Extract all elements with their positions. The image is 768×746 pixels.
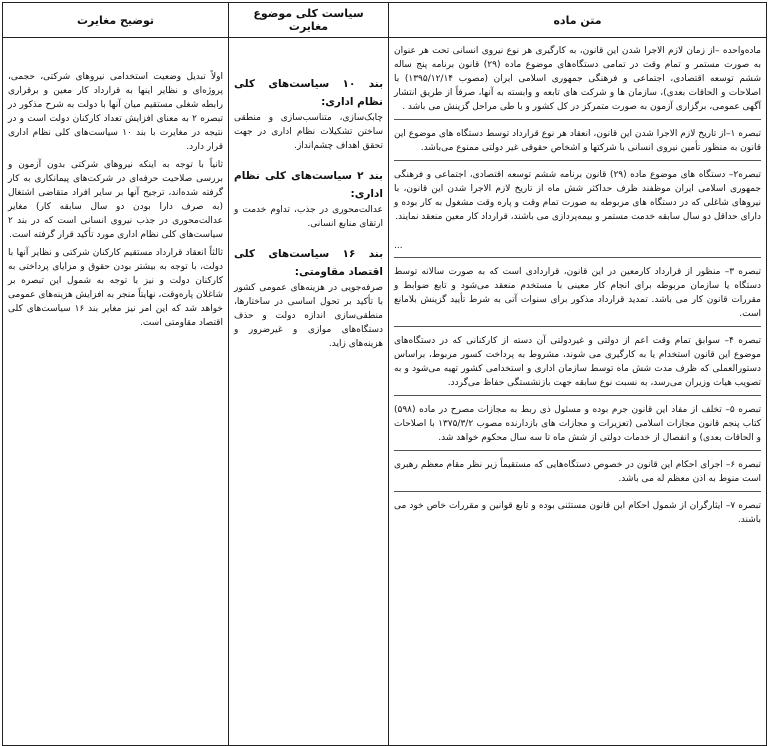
explanation-2: ثانیاً با توجه به اینکه نیروهای شرکتی بدون آزمون و بررسی صلاحیت حرفه‌ای در شرکت‌های پیمانکاری به کار گرفته شده‌اند، ترجیح آنها بر سایر افراد متقاضی اشتغال (به صرف دارا بودن دو سال سابقه کار) مغایر عدالت‌محوری در جذب نیروی انسانی است که در بند ۲ سیاست‌های کلی نظام اداری مورد تأکید قرار گرفته است. [8, 160, 223, 240]
explanation-1: اولاً تبدیل وضعیت استخدامی نیروهای شرکتی، حجمی، پروژه‌ای و نظایر اینها به قرارداد کار معین و برقراری رابطه شغلی مستقیم میان آنها با دولت به شرح مذکور در تبصره ۲ به معنای افزایش تعداد کارکنان دولت است و در نتیجه در مغایرت با بند ۱۰ سیاست‌های کلی نظام اداری قرار دارد. [8, 72, 223, 152]
article-cell [389, 38, 767, 746]
policy-3-text: صرفه‌جویی در هزینه‌های عمومی کشور با تأکید بر تحول اساسی در ساختارها، منطقی‌سازی اندازه دولت و حذف دستگاه‌های موازی و غیرضرور و هزینه‌های زاید. [234, 283, 383, 349]
header-policy: سیاست کلی موضوع مغایرت [229, 3, 389, 38]
header-article-text: متن ماده [389, 3, 767, 38]
note-7: تبصره ۷– ایثارگران از شمول احکام این قانون مستثنی بوده و تابع قوانین و مقررات خاص خود می باشند. [394, 501, 761, 525]
note-5: تبصره ۵– تخلف از مفاد این قانون جرم بوده و مسئول ذی ربط به مجازات مصرح در ماده (۵۹۸) کتاب پنجم قانون مجازات اسلامی (تعزیرات و مجازات های بازدارنده مصوب ۱۳۷۵/۳/۲ با اصلاحات و الحاقات بعدی) و انفصال از خدمات دولتی از شش ماه تا سه سال محکوم خواهد شد. [394, 400, 761, 451]
policy-1-text: چابک‌سازی، متناسب‌سازی و منطقی ساختن تشکیلات نظام اداری در جهت تحقق اهداف چشم‌انداز. [234, 113, 383, 151]
content-row [3, 38, 767, 746]
explanation-cell [3, 38, 229, 746]
note-4: تبصره ۴– سوابق تمام وقت اعم از دولتی و غیردولتی آن دسته از کارکنانی که در دستگاه‌های موضوع این قانون استخدام یا به کارگیری می شوند، مشروط به پرداخت کسور مربوط، براساس دستورالعملی که ظرف مدت شش ماه توسط سازمان اداری و استخدامی کشور تهیه می‌شود و به تصویب هیات وزیران می‌رسد، به نسبت نوع سابقه جهت بازنشستگی حفاظ می‌گردد. [394, 331, 761, 396]
policy-2-title: بند ۲ سیاست‌های کلی نظام اداری: [234, 170, 383, 200]
policy-1-title: بند ۱۰ سیاست‌های کلی نظام اداری: [234, 78, 384, 108]
comparison-table [2, 2, 767, 746]
policy-cell [229, 38, 389, 746]
article-main: ماده‌واحده –از زمان لازم الاجرا شدن این قانون، به کارگیری هر نوع نیروی انسانی تحت هر عنوان به صورت مستمر و تمام وقت در تمامی دستگاه‌های موضوع ماده (۲۹) قانون برنامه پنج ساله ششم توسعه اقتصادی، اجتماعی و فرهنگی جمهوری اسلامی ایران (مصوب ۱۳۹۵/۱۲/۱۴) با اصلاحات و الحاقات بعدی)، سازمان ها و شرکت های تابعه و وابسته به آنها، صرفاً از طریق انتشار آگهی عمومی، برگزاری آزمون به صورت متمرکز در کل کشور و با طی مراحل گزینش می باشد . [394, 41, 761, 120]
note-2: تبصره۲– دستگاه های موضوع ماده (۲۹) قانون برنامه ششم توسعه اقتصادی، اجتماعی و فرهنگی جمهوری اسلامی ایران موظفند ظرف حداکثر شش ماه از تاریخ لازم الاجرا شدن این قانون، با نیروهای شاغلی که در دستگاه های مربوطه به صورت تمام وقت و پاره وقت مشغول به کار بوده و دارای حداقل دو سال سابقه خدمت مستمر و بیمه‌پردازی می باشند، قرارداد کار معین منعقد نمایند. [394, 170, 761, 222]
note-6: تبصره ۶– اجرای احکام این قانون در خصوص دستگاه‌هایی که مستقیماً زیر نظر مقام معظم رهبری است منوط به اذن معظم له می باشد. [394, 455, 761, 492]
note-3: تبصره ۳– منظور از قرارداد کارمعین در این قانون، قراردادی است که به صورت سالانه توسط دستگاه یا سازمان مربوطه برای انجام کار معینی با مستخدم منعقد می‌شود و تابع ضوابط و مقررات قانون کار می باشد. تمدید قرارداد مذکور برای سنوات آتی به شرط تأیید گزینش بلامانع است. [394, 262, 761, 327]
ellipsis: ... [394, 229, 761, 258]
policy-2-text: عدالت‌محوری در جذب، تداوم خدمت و ارتقای منابع انسانی. [234, 205, 383, 229]
note-1: تبصره ۱–از تاریخ لازم الاجرا شدن این قانون، انعقاد هر نوع قرارداد توسط دستگاه های موضوع این قانون به منظور تأمین نیروی انسانی با شرکتها و اشخاص حقوقی غیر دولتی ممنوع می‌باشد. [394, 124, 761, 161]
explanation-3: ثالثاً انعقاد قرارداد مستقیم کارکنان شرکتی و نظایر آنها با دولت، با توجه به بیشتر بودن حقوق و مزایای پرداختی به کارکنان دولت و نیز با توجه به شمول این تبصره بر شاغلان پاره‌وقت، نهایتاً منجر به افزایش هزینه‌های عمومی خواهد شد که این امر نیز مغایر بند ۱۶ سیاست‌های کلی اقتصاد مقاومتی است. [8, 248, 223, 328]
header-row [3, 3, 767, 38]
policy-3-title: بند ۱۶ سیاست‌های کلی اقتصاد مقاومتی: [234, 248, 384, 278]
header-explanation: توضیح مغایرت [3, 3, 229, 38]
